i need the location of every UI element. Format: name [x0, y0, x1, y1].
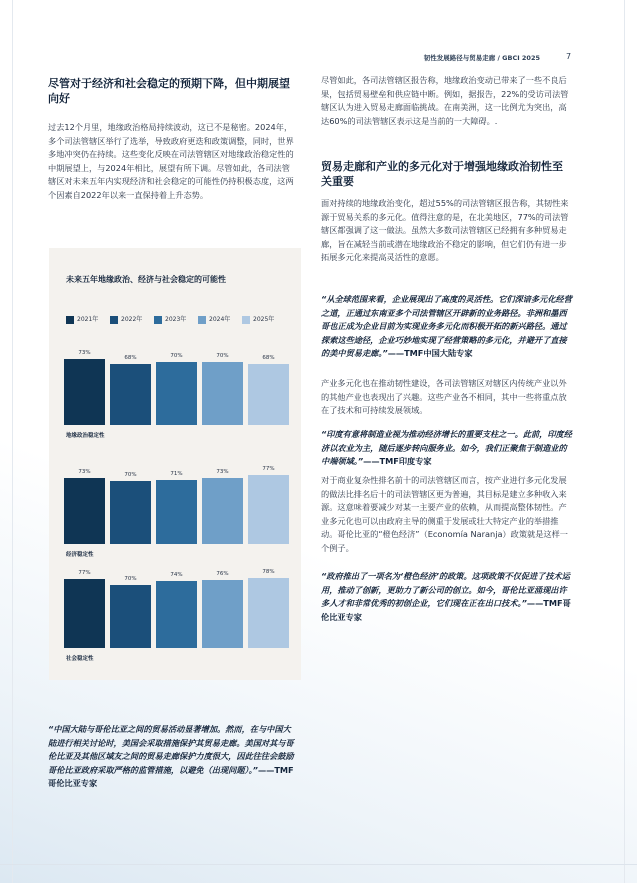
bar-0-2: [156, 362, 197, 425]
legend-label: 2024年: [209, 316, 231, 323]
quote-text: “印度有意将制造业视为推动经济增长的重要支柱之一。此前，印度经济以农业为主，随后逐步转向服务业。如今，我们正聚焦于制造业的中端领域。”: [321, 429, 572, 466]
legend-label: 2025年: [253, 316, 275, 323]
diversification-paragraph: 面对持续的地缘政治变化，超过55%的司法管辖区报告称，其韧性来源于贸易关系的多元化。值得注意的是，在北美地区，77%的司法管辖区都强调了这一做法。虽然大多数司法管辖区已经拥有多种贸易走廊，旨在减轻当前或潜在地缘政治不稳定的影响，但它们仍有进一步拓展多元化来提高灵活性的意愿。: [321, 198, 569, 262]
bar-value-label: 77%: [78, 570, 91, 576]
group-label: 经济稳定性: [66, 552, 94, 558]
page-edge-bottom: [0, 864, 637, 865]
left-section-heading: 尽管对于经济和社会稳定的预期下降，但中期展望向好: [48, 77, 290, 105]
bar-value-label: 73%: [216, 469, 229, 475]
legend-swatch: [110, 316, 118, 324]
quote-attribution: ——TMF印度专家: [363, 456, 432, 466]
china-expert-quote: [321, 293, 573, 361]
bar-1-3: [202, 478, 243, 544]
bar-1-0: [64, 478, 105, 544]
chart-legend: [66, 316, 296, 326]
bar-value-label: 73%: [78, 350, 91, 356]
legend-swatch: [154, 316, 162, 324]
bar-value-label: 73%: [78, 469, 91, 475]
bar-0-4: [248, 364, 289, 425]
page-edge-left: [12, 0, 13, 883]
complexity-ranking-paragraph: 对于商业复杂性排名前十的司法管辖区而言，按产业进行多元化发展的做法比排名后十的司法管辖区更为普遍，其目标是建立多种收入来源。这意味着要减少对某一主要产业的依赖，从而提高整体韧性。产业多元化也可以由政府主导的侧重于发展或壮大特定产业的举措推动。哥伦比亚的“橙色经济”（Economía Naranja）政策就是这样一个例子。: [321, 475, 568, 553]
industry-diversification-paragraph: 产业多元化也在推动韧性建设，各司法管辖区对辖区内传统产业以外的其他产业也表现出了兴趣。这些产业各不相同，其中一些将重点放在了技术和可持续发展领域。: [321, 378, 567, 415]
quote-attribution: ——TMF哥伦比亚专家: [321, 598, 571, 622]
trade-barriers-paragraph: 尽管如此，各司法管辖区报告称，地缘政治变动已带来了一些不良后果，包括贸易壁垒和供应链中断。例如，据报告，22%的受访司法管辖区认为进入贸易走廊面临挑战。在南美洲，这一比例尤为突出，高达60%的司法管辖区表示这是当前的一大障碍。.: [321, 75, 569, 126]
bar-1-2: [156, 480, 197, 544]
bar-value-label: 68%: [262, 355, 275, 361]
bar-value-label: 70%: [124, 576, 137, 582]
quote-text: “政府推出了一项名为‘橙色经济’的政策。这项政策不仅促进了技术运用，推动了创新，更助力了新公司的创立。如今，哥伦比亚涌现出许多人才和非常优秀的初创企业，它们现在正在出口技术。”: [321, 571, 570, 608]
bar-2-2: [156, 581, 197, 648]
bar-value-label: 70%: [216, 353, 229, 359]
page-edge-right: [624, 0, 625, 883]
legend-swatch: [242, 316, 250, 324]
bar-value-label: 77%: [262, 466, 275, 472]
bar-value-label: 74%: [170, 572, 183, 578]
legend-swatch: [198, 316, 206, 324]
legend-label: 2022年: [121, 316, 143, 323]
group-label: 地缘政治稳定性: [66, 433, 105, 439]
quote-attribution: ——TMF哥伦比亚专家: [48, 764, 294, 788]
bar-2-4: [248, 578, 289, 648]
quote-text: “中国大陆与哥伦比亚之间的贸易活动显著增加。然而，在与中国大陆进行相关讨论时，美国会采取措施保护其贸易走廊。美国对其与哥伦比亚及其他区域友之间的贸易走廊保护力度很大，因此往往会鼓励哥伦比亚政府采取严格的监管措施，以避免（出现问题）。”: [48, 724, 294, 775]
bar-2-1: [110, 585, 151, 648]
bar-value-label: 68%: [124, 355, 137, 361]
chart-title: 未来五年地缘政治、经济与社会稳定的可能性: [66, 275, 226, 284]
legend-label: 2023年: [165, 316, 187, 323]
bar-2-3: [202, 580, 243, 648]
colombia-orange-economy-quote: [321, 570, 573, 624]
bar-0-1: [110, 364, 151, 425]
quote-attribution: ——TMF中国大陆专家: [387, 348, 473, 358]
bar-value-label: 70%: [170, 353, 183, 359]
bar-0-3: [202, 362, 243, 425]
right-section-heading: 贸易走廊和产业的多元化对于增强地缘政治韧性至关重要: [321, 160, 563, 188]
running-header: 韧性发展路径与贸易走廊 / GBCI 2025: [423, 54, 540, 62]
bar-value-label: 70%: [124, 472, 137, 478]
bar-2-0: [64, 579, 105, 648]
group-label: 社会稳定性: [66, 656, 94, 662]
bar-0-0: [64, 359, 105, 425]
page-number: 7: [566, 52, 572, 61]
bar-value-label: 76%: [216, 571, 229, 577]
quote-text: “从全球范围来看，企业展现出了高度的灵活性。它们深谙多元化经营之道，正通过东南亚多个司法管辖区开辟新的业务路径。非洲和墨西哥也正成为企业目前为实现业务多元化而积极开拓的新兴路径。通过探索这些途径，企业巧妙地实现了经营策略的多元化，并避开了直接的美中贸易走廊。”: [321, 294, 572, 358]
bar-1-4: [248, 475, 289, 544]
bar-value-label: 78%: [262, 569, 275, 575]
india-expert-quote: [321, 428, 573, 469]
bar-1-1: [110, 481, 151, 544]
legend-swatch: [66, 316, 74, 324]
left-intro-paragraph: 过去12个月里，地缘政治格局持续波动，这已不是秘密。2024年，多个司法管辖区举行了选举，导致政府更迭和政策调整，同时，世界多地冲突仍在持续。这些变化反映在司法管辖区对地缘政治稳定性的中期展望上，与2024年相比，展望有所下调。尽管如此，各司法管辖区对未来五年内实现经济和社会稳定的可能性仍持积极态度，这两个因素自2022年以来一直保持着上升态势。: [48, 122, 294, 200]
colombia-trade-quote: [48, 723, 298, 791]
bar-value-label: 71%: [170, 471, 183, 477]
legend-label: 2021年: [77, 316, 99, 323]
